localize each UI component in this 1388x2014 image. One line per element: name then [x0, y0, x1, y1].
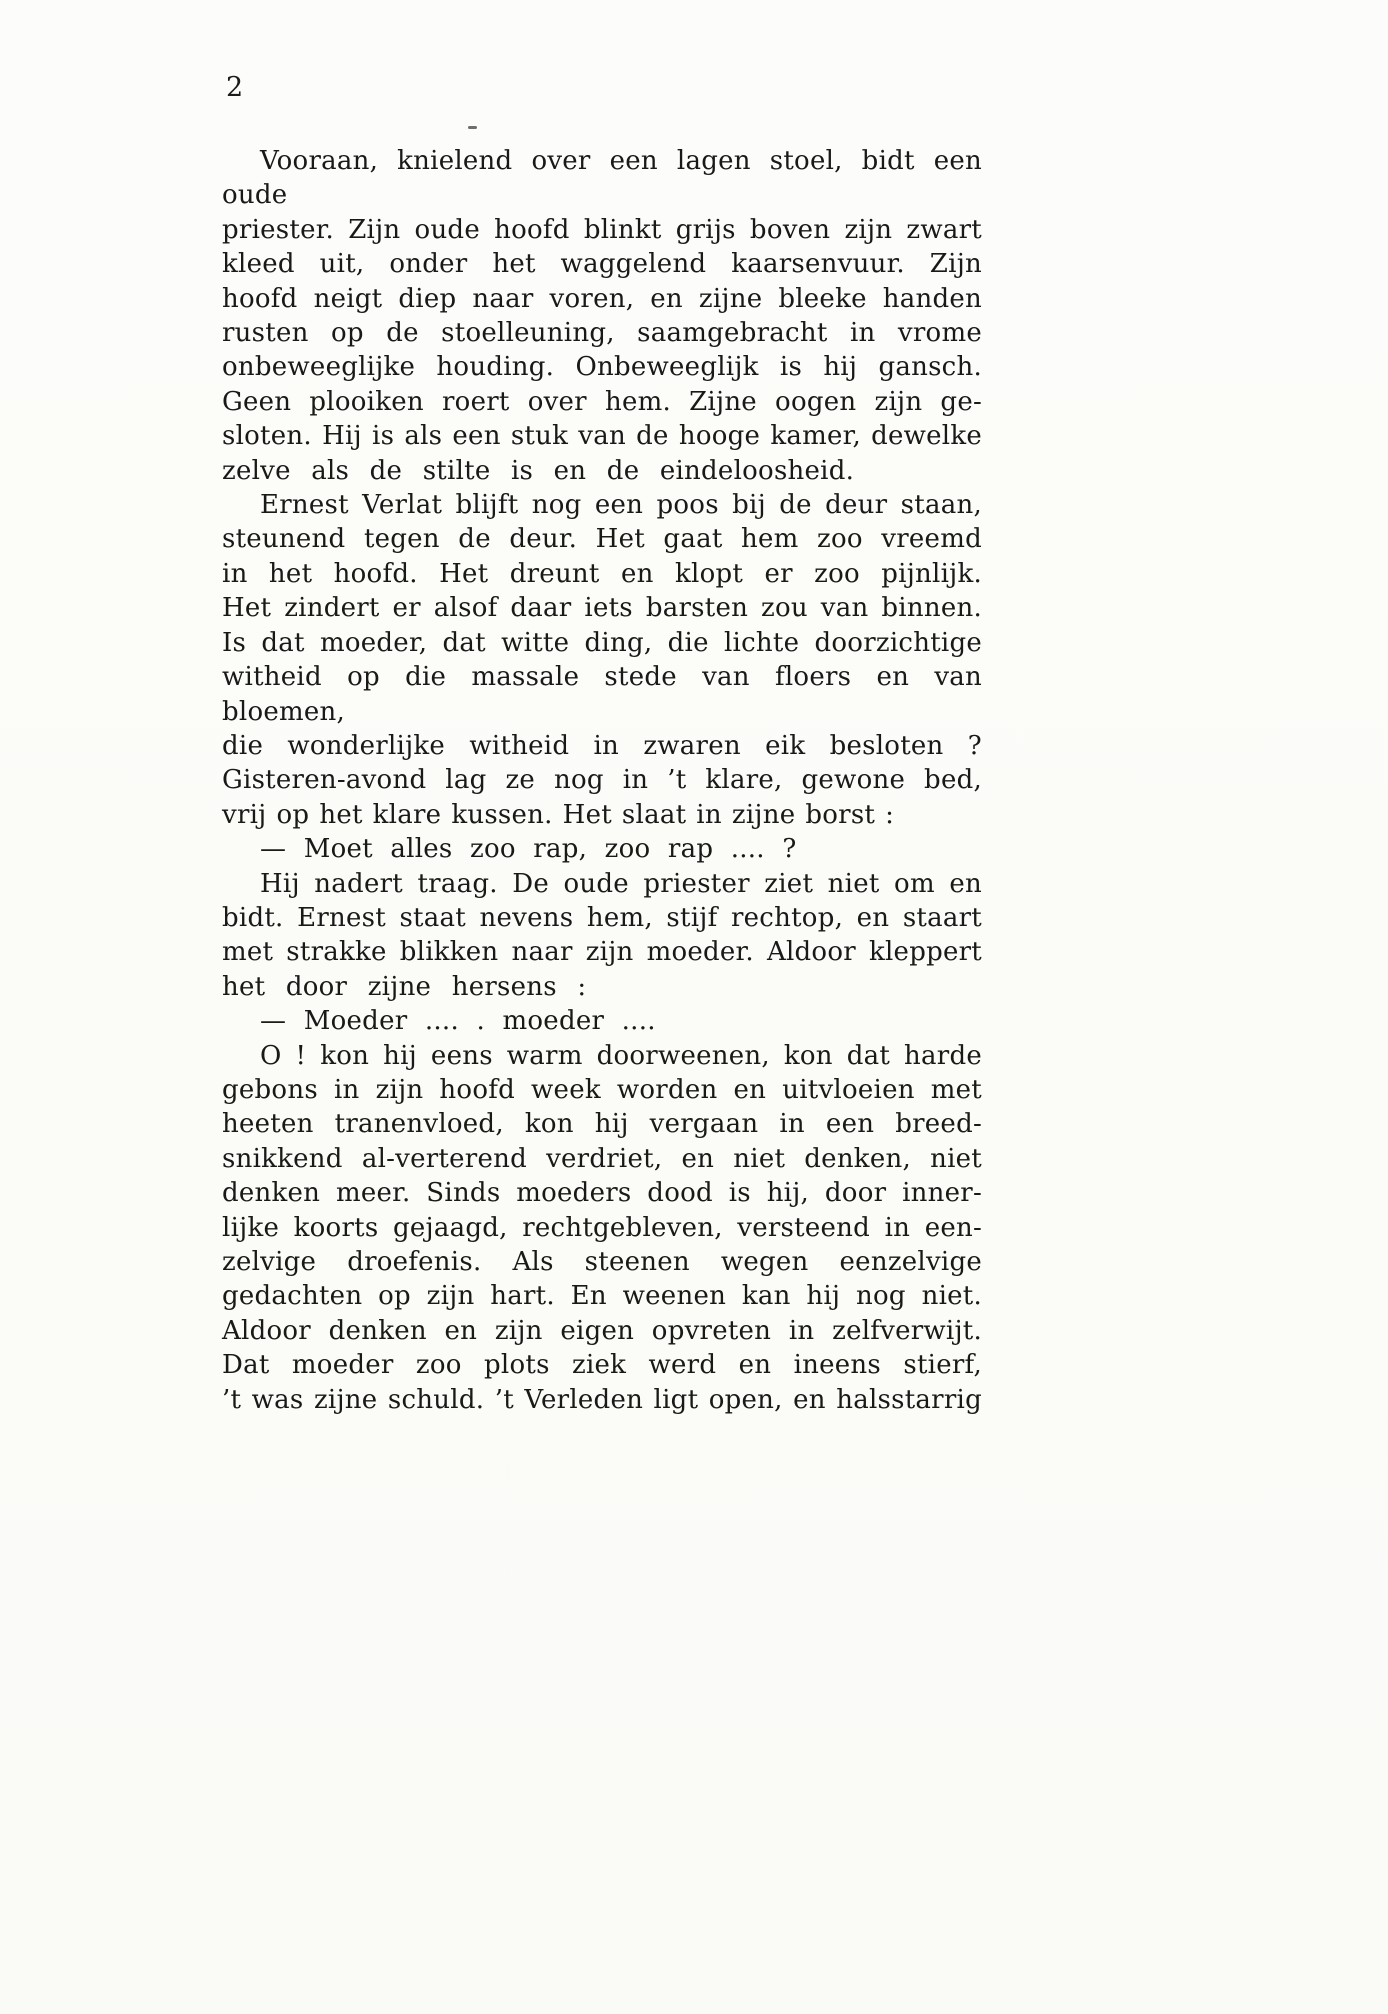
text-line: — Moet alles zoo rap, zoo rap .... ?: [260, 834, 797, 865]
paragraph: [222, 832, 982, 866]
text-line: ’t was zijne schuld. ’t Verleden ligt open, en halsstarrig: [222, 1384, 982, 1415]
text-line: Aldoor denken en zijn eigen opvreten in zelfverwijt.: [222, 1315, 982, 1346]
text-line: Ernest Verlat blijft nog een poos bij de deur staan,: [260, 490, 982, 521]
paragraph: [222, 1004, 982, 1038]
text-line: hoofd neigt diep naar voren, en zijne bleeke handen: [222, 283, 982, 314]
text-line: Hij nadert traag. De oude priester ziet niet om en: [260, 868, 982, 899]
text-line: het door zijne hersens :: [222, 971, 587, 1002]
text-line: rusten op de stoelleuning, saamgebracht in vrome: [222, 318, 982, 349]
paragraph: [222, 867, 982, 1005]
scan-artifact-mark: [468, 126, 477, 129]
text-line: heeten tranenvloed, kon hij vergaan in een breed-: [222, 1109, 982, 1140]
text-block: [222, 144, 982, 1417]
text-line: Dat moeder zoo plots ziek werd en ineens stierf,: [222, 1350, 982, 1381]
text-line: Geen plooiken roert over hem. Zijne oogen zijn ge-: [222, 386, 982, 417]
text-line: denken meer. Sinds moeders dood is hij, door inner-: [222, 1178, 982, 1209]
text-line: Het zindert er alsof daar iets barsten zou van binnen.: [222, 593, 982, 624]
text-line: snikkend al-verterend verdriet, en niet denken, niet: [222, 1143, 982, 1174]
text-line: onbeweeglijke houding. Onbeweeglijk is hij gansch.: [222, 352, 982, 383]
text-line: vrij op het klare kussen. Het slaat in zijne borst :: [222, 799, 895, 830]
text-line: die wonderlijke witheid in zwaren eik besloten ?: [222, 730, 982, 761]
text-line: sloten. Hij is als een stuk van de hooge kamer, dewelke: [222, 421, 982, 452]
text-line: met strakke blikken naar zijn moeder. Aldoor kleppert: [222, 937, 982, 968]
text-line: O ! kon hij eens warm doorweenen, kon dat harde: [260, 1040, 982, 1071]
paragraph: [222, 144, 982, 488]
text-line: zelve als de stilte is en de eindeloosheid.: [222, 455, 855, 486]
text-line: bidt. Ernest staat nevens hem, stijf rechtop, en staart: [222, 902, 982, 933]
paragraph: [222, 1039, 982, 1417]
text-line: kleed uit, onder het waggelend kaarsenvuur. Zijn: [222, 249, 982, 280]
text-line: witheid op die massale stede van floers en van bloemen,: [222, 662, 982, 727]
text-line: zelvige droefenis. Als steenen wegen eenzelvige: [222, 1247, 982, 1277]
text-line: — Moeder .... . moeder ....: [260, 1006, 656, 1037]
page-number: 2: [226, 72, 244, 103]
text-line: steunend tegen de deur. Het gaat hem zoo vreemd: [222, 524, 982, 555]
text-line: priester. Zijn oude hoofd blinkt grijs boven zijn zwart: [222, 214, 982, 245]
text-line: gedachten op zijn hart. En weenen kan hij nog niet.: [222, 1281, 982, 1312]
text-line: in het hoofd. Het dreunt en klopt er zoo pijnlijk.: [222, 558, 982, 589]
text-line: gebons in zijn hoofd week worden en uitvloeien met: [222, 1074, 982, 1105]
text-line: Vooraan, knielend over een lagen stoel, bidt een oude: [222, 146, 982, 211]
paragraph: [222, 488, 982, 832]
text-line: Is dat moeder, dat witte ding, die lichte doorzichtige: [222, 627, 982, 658]
text-line: Gisteren-avond lag ze nog in ’t klare, gewone bed,: [222, 765, 982, 796]
text-line: lijke koorts gejaagd, rechtgebleven, versteend in een-: [222, 1212, 982, 1243]
